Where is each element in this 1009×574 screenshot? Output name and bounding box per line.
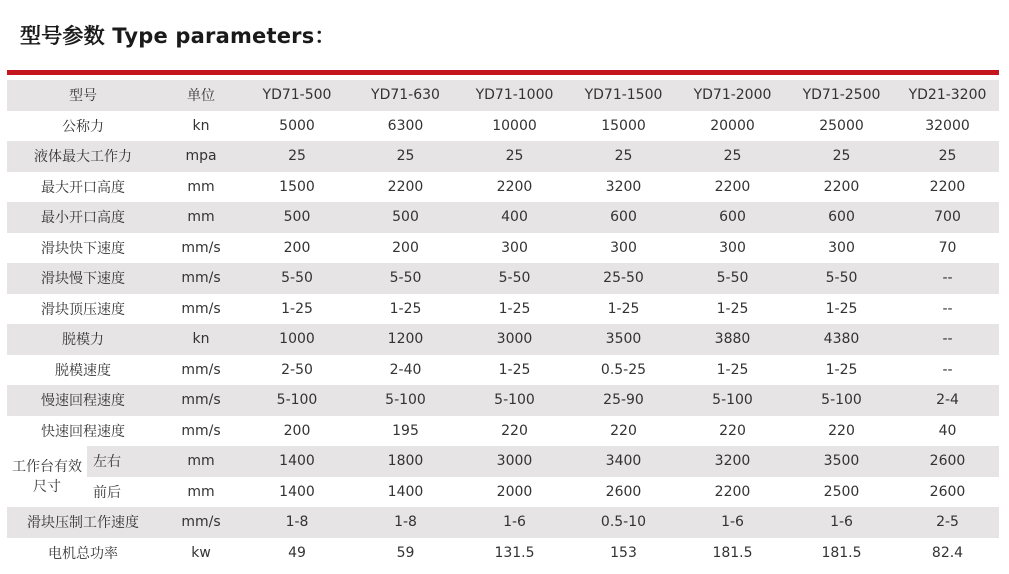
row-label: 慢速回程速度 xyxy=(7,385,159,416)
value-cell: 5-100 xyxy=(678,385,787,416)
unit-cell: mm xyxy=(159,202,243,233)
value-cell: 220 xyxy=(828,422,855,439)
value-cell: 300 xyxy=(610,239,637,256)
column-header: YD21-3200 xyxy=(896,80,999,111)
value-cell: 2200 xyxy=(929,178,966,195)
value-cell: 32000 xyxy=(925,117,970,134)
value-cell: 3000 xyxy=(460,324,569,355)
value-cell: 5-100 xyxy=(351,385,460,416)
unit-cell: mm xyxy=(159,446,243,477)
table-row xyxy=(7,538,999,569)
value-cell: 4380 xyxy=(787,324,896,355)
value-cell: 59 xyxy=(396,544,415,561)
value-cell: 3200 xyxy=(678,446,787,477)
value-cell: 3400 xyxy=(569,446,678,477)
table-row xyxy=(7,355,999,386)
value-cell: 25-90 xyxy=(569,385,678,416)
page-title: 型号参数 Type parameters： xyxy=(20,24,336,48)
unit-cell: kn xyxy=(192,117,210,134)
unit-cell: mm/s xyxy=(159,263,243,294)
value-cell: 1-8 xyxy=(243,507,351,538)
row-sub-label: 左右 xyxy=(87,446,159,477)
value-cell: 220 xyxy=(610,422,637,439)
unit-cell: mm/s xyxy=(159,507,243,538)
value-cell: 300 xyxy=(828,239,855,256)
column-header: YD71-630 xyxy=(351,80,460,111)
value-cell: 1-6 xyxy=(678,507,787,538)
value-cell: 300 xyxy=(501,239,528,256)
value-cell: 5-50 xyxy=(460,263,569,294)
title-divider xyxy=(7,70,999,75)
value-cell: 2-4 xyxy=(896,385,999,416)
value-cell: 181.5 xyxy=(712,544,753,561)
column-header: 单位 xyxy=(159,80,243,111)
value-cell: 2600 xyxy=(929,483,966,500)
value-cell: 1-25 xyxy=(825,361,858,378)
column-header: YD71-1000 xyxy=(460,80,569,111)
value-cell: 1-25 xyxy=(281,300,313,317)
value-cell: 2200 xyxy=(496,178,533,195)
value-cell: 25 xyxy=(351,141,460,172)
value-cell: 2-40 xyxy=(389,361,422,378)
value-cell: 2200 xyxy=(823,178,860,195)
unit-cell: mm/s xyxy=(181,361,221,378)
unit-cell: mm/s xyxy=(181,422,221,439)
value-cell: 131.5 xyxy=(494,544,535,561)
value-cell: 181.5 xyxy=(821,544,862,561)
table-row xyxy=(7,477,999,508)
value-cell: 200 xyxy=(283,239,311,256)
value-cell: 3200 xyxy=(605,178,642,195)
value-cell: 20000 xyxy=(710,117,755,134)
row-sub-label: 前后 xyxy=(93,484,121,501)
column-header: YD71-2000 xyxy=(678,80,787,111)
value-cell: 2-5 xyxy=(896,507,999,538)
value-cell: 70 xyxy=(938,239,957,256)
table-row xyxy=(7,416,999,447)
value-cell: 1400 xyxy=(243,446,351,477)
value-cell: -- xyxy=(942,361,953,378)
row-label: 滑块顶压速度 xyxy=(41,301,125,318)
value-cell: 25 xyxy=(569,141,678,172)
row-label: 公称力 xyxy=(62,118,104,135)
table-row xyxy=(7,385,999,416)
unit-cell: mm xyxy=(187,483,215,500)
row-label: 最小开口高度 xyxy=(7,202,159,233)
value-cell: 400 xyxy=(460,202,569,233)
column-header: YD71-2500 xyxy=(787,80,896,111)
value-cell: 3000 xyxy=(460,446,569,477)
value-cell: 3880 xyxy=(678,324,787,355)
value-cell: 220 xyxy=(719,422,746,439)
value-cell: -- xyxy=(896,263,999,294)
value-cell: 25 xyxy=(460,141,569,172)
value-cell: 2500 xyxy=(823,483,860,500)
value-cell: -- xyxy=(942,300,953,317)
value-cell: -- xyxy=(896,324,999,355)
column-header: YD71-1500 xyxy=(569,80,678,111)
value-cell: 25 xyxy=(243,141,351,172)
table-row xyxy=(7,141,999,172)
value-cell: 25 xyxy=(896,141,999,172)
value-cell: 82.4 xyxy=(931,544,964,561)
value-cell: 3500 xyxy=(787,446,896,477)
parameter-table xyxy=(7,80,999,568)
value-cell: 600 xyxy=(569,202,678,233)
value-cell: 5000 xyxy=(279,117,315,134)
row-label: 滑块慢下速度 xyxy=(7,263,159,294)
value-cell: 1400 xyxy=(387,483,424,500)
table-row xyxy=(7,202,999,233)
value-cell: 5-50 xyxy=(351,263,460,294)
value-cell: 1-25 xyxy=(607,300,640,317)
table-row xyxy=(7,172,999,203)
value-cell: 25000 xyxy=(819,117,864,134)
row-label: 最大开口高度 xyxy=(41,179,125,196)
value-cell: 1-6 xyxy=(460,507,569,538)
unit-cell: mm/s xyxy=(181,239,221,256)
value-cell: 1-25 xyxy=(389,300,422,317)
unit-cell: kn xyxy=(159,324,243,355)
value-cell: 500 xyxy=(351,202,460,233)
value-cell: 6300 xyxy=(387,117,424,134)
table-row xyxy=(7,263,999,294)
value-cell: 2000 xyxy=(496,483,533,500)
value-cell: 25-50 xyxy=(569,263,678,294)
unit-cell: mm xyxy=(187,178,215,195)
table-row xyxy=(7,446,999,477)
value-cell: 49 xyxy=(288,544,306,561)
value-cell: 2200 xyxy=(714,483,751,500)
unit-cell: mpa xyxy=(159,141,243,172)
value-cell: 5-50 xyxy=(243,263,351,294)
value-cell: 1-25 xyxy=(825,300,858,317)
value-cell: 1500 xyxy=(279,178,315,195)
value-cell: 5-100 xyxy=(460,385,569,416)
value-cell: 1800 xyxy=(351,446,460,477)
table-row xyxy=(7,507,999,538)
column-header: 型号 xyxy=(7,80,159,111)
value-cell: 195 xyxy=(392,422,419,439)
value-cell: 1-25 xyxy=(716,300,749,317)
value-cell: 2600 xyxy=(896,446,999,477)
value-cell: 2200 xyxy=(714,178,751,195)
value-cell: 25 xyxy=(787,141,896,172)
value-cell: 25 xyxy=(678,141,787,172)
value-cell: 600 xyxy=(678,202,787,233)
row-label: 快速回程速度 xyxy=(41,423,125,440)
value-cell: 1400 xyxy=(279,483,315,500)
value-cell: 600 xyxy=(787,202,896,233)
row-label: 液体最大工作力 xyxy=(7,141,159,172)
value-cell: 0.5-25 xyxy=(600,361,647,378)
value-cell: 2-50 xyxy=(281,361,313,378)
value-cell: 153 xyxy=(610,544,637,561)
row-label: 滑块压制工作速度 xyxy=(7,507,159,538)
table-row xyxy=(7,233,999,264)
value-cell: 10000 xyxy=(492,117,537,134)
row-label: 脱模速度 xyxy=(55,362,111,379)
value-cell: 700 xyxy=(896,202,999,233)
value-cell: 5-100 xyxy=(243,385,351,416)
row-label: 脱模力 xyxy=(7,324,159,355)
parameter-table-body xyxy=(7,80,999,568)
row-label: 电机总功率 xyxy=(48,545,118,562)
column-header: YD71-500 xyxy=(243,80,351,111)
value-cell: 5-100 xyxy=(787,385,896,416)
unit-cell: mm/s xyxy=(181,300,221,317)
value-cell: 15000 xyxy=(601,117,646,134)
row-group-label: 工作台有效尺寸 xyxy=(7,446,87,507)
value-cell: 1-25 xyxy=(498,300,531,317)
table-row xyxy=(7,111,999,142)
value-cell: 200 xyxy=(392,239,419,256)
table-row xyxy=(7,294,999,325)
value-cell: 40 xyxy=(938,422,957,439)
value-cell: 2200 xyxy=(387,178,424,195)
value-cell: 200 xyxy=(283,422,311,439)
unit-cell: kw xyxy=(191,544,211,561)
table-row xyxy=(7,324,999,355)
value-cell: 1-25 xyxy=(498,361,531,378)
value-cell: 220 xyxy=(501,422,528,439)
value-cell: 5-50 xyxy=(678,263,787,294)
value-cell: 1200 xyxy=(351,324,460,355)
value-cell: 1000 xyxy=(243,324,351,355)
value-cell: 1-25 xyxy=(716,361,749,378)
value-cell: 300 xyxy=(719,239,746,256)
value-cell: 5-50 xyxy=(787,263,896,294)
value-cell: 500 xyxy=(243,202,351,233)
value-cell: 1-6 xyxy=(787,507,896,538)
header-row xyxy=(7,80,999,111)
value-cell: 3500 xyxy=(569,324,678,355)
value-cell: 2600 xyxy=(605,483,642,500)
value-cell: 0.5-10 xyxy=(569,507,678,538)
unit-cell: mm/s xyxy=(159,385,243,416)
value-cell: 1-8 xyxy=(351,507,460,538)
row-label: 滑块快下速度 xyxy=(41,240,125,257)
